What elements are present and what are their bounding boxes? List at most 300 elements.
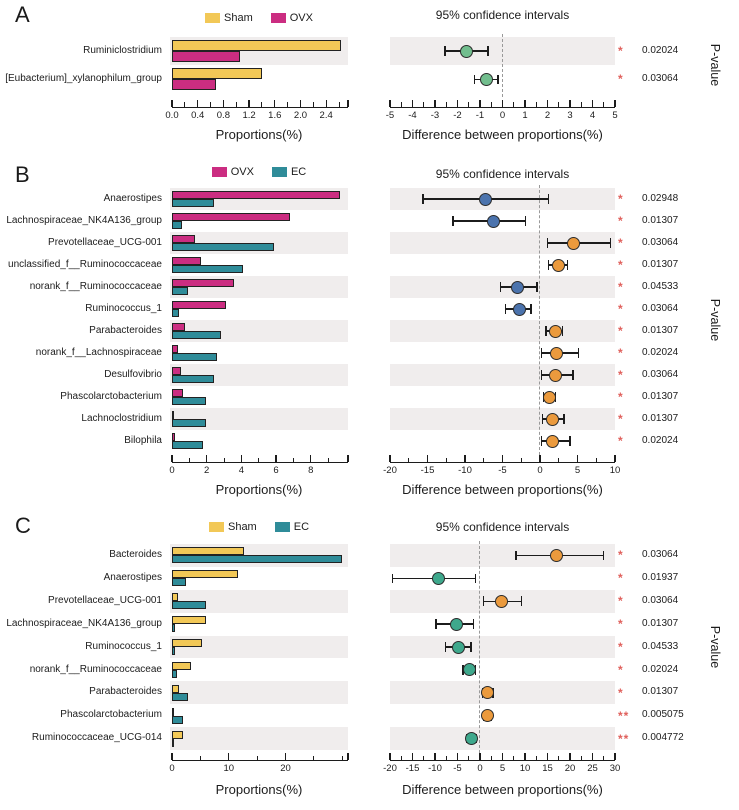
- row-stripe: [390, 408, 615, 430]
- significance-marker: *: [618, 662, 624, 677]
- panel-a: [0, 0, 739, 160]
- error-bar-cap: [547, 238, 548, 248]
- error-bar-cap: [610, 238, 611, 248]
- ci-title: 95% confidence intervals: [435, 167, 570, 181]
- axis-minor-tick: [483, 458, 484, 462]
- bar-sham: [172, 662, 191, 670]
- axis-minor-tick: [468, 102, 469, 106]
- axis-tick: [457, 753, 458, 760]
- row-stripe: [390, 636, 615, 659]
- p-value: 0.01307: [642, 413, 679, 424]
- legend-label-group2: EC: [290, 166, 307, 178]
- axis-baseline: [390, 107, 615, 108]
- diff-axis-label: Difference between proportions(%): [402, 782, 603, 797]
- significance-marker: *: [618, 617, 624, 632]
- error-bar-cap: [541, 436, 542, 446]
- legend-label-group1: Sham: [224, 12, 253, 24]
- axis-tick: [434, 753, 435, 760]
- significance-marker: *: [618, 192, 624, 206]
- p-value: 0.02024: [642, 45, 679, 56]
- axis-minor-tick: [258, 458, 259, 462]
- panel-letter: C: [15, 513, 31, 538]
- axis-tick: [326, 100, 327, 107]
- bar-sham: [172, 593, 178, 601]
- p-value: 0.04533: [642, 640, 679, 652]
- bar-ec: [172, 441, 203, 449]
- axis-tick: [592, 100, 593, 107]
- axis-minor-tick: [596, 458, 597, 462]
- p-value: 0.01307: [642, 259, 679, 270]
- axis-minor-tick: [408, 458, 409, 462]
- significance-marker: *: [618, 236, 624, 250]
- axis-tick: [427, 455, 428, 462]
- axis-minor-tick: [603, 102, 604, 106]
- axis-tick-label: 10: [223, 763, 235, 775]
- axis-tick-label: 4: [589, 109, 596, 121]
- axis-minor-tick: [423, 756, 424, 760]
- axis-minor-tick: [313, 102, 314, 106]
- axis-tick: [389, 455, 390, 462]
- axis-minor-tick: [189, 458, 190, 462]
- axis-minor-tick: [536, 756, 537, 760]
- bar-sham: [172, 547, 244, 555]
- axis-minor-tick: [536, 102, 537, 106]
- error-bar-cap: [536, 282, 537, 292]
- taxa-labels: [0, 505, 166, 810]
- significance-marker: **: [618, 731, 630, 746]
- significance-marker: *: [618, 44, 624, 59]
- taxon-label: Parabacteroides: [89, 325, 162, 336]
- significance-marker: *: [618, 548, 624, 563]
- ci-dot: [567, 237, 580, 250]
- error-bar-cap: [505, 304, 506, 314]
- axis-tick: [197, 100, 198, 107]
- p-value: 0.03064: [642, 369, 679, 380]
- axis-tick: [248, 100, 249, 107]
- taxon-label: Phascolarctobacterium: [60, 709, 162, 721]
- ci-dot: [452, 641, 465, 654]
- axis-tick: [206, 455, 207, 462]
- axis-tick: [614, 753, 615, 760]
- error-bar-cap: [545, 326, 546, 336]
- ci-dot: [546, 435, 559, 448]
- ci-dot: [549, 325, 562, 338]
- axis-tick: [479, 753, 480, 760]
- error-bar-cap: [435, 619, 436, 629]
- axis-tick-label: 2: [544, 109, 551, 121]
- bar-sham: [172, 570, 238, 578]
- axis-tick: [502, 753, 503, 760]
- axis-tick-label: 2.0: [293, 109, 308, 121]
- axis-minor-tick: [293, 458, 294, 462]
- taxon-label: Phascolarctobacterium: [60, 391, 162, 402]
- bar-ec: [172, 309, 179, 317]
- panel-letter: A: [15, 2, 30, 27]
- ci-dot: [480, 73, 493, 86]
- bar-ovx: [172, 235, 195, 243]
- taxon-label: unclassified_f__Ruminococcaceae: [8, 259, 162, 270]
- axis-tick: [464, 455, 465, 462]
- axis-tick-label: 0.8: [216, 109, 230, 121]
- error-bar-cap: [474, 75, 475, 85]
- error-bar-cap: [487, 46, 488, 56]
- taxa-labels: [0, 0, 166, 160]
- bar-ec: [172, 331, 221, 339]
- taxon-label: Lachnospiraceae_NK4A136_group: [6, 215, 162, 226]
- axis-baseline: [172, 462, 348, 463]
- axis-tick-label: 2: [204, 465, 210, 476]
- pvalue-axis-label: P-value: [708, 298, 722, 342]
- significance-marker: *: [618, 390, 624, 404]
- error-bar-cap: [548, 260, 549, 270]
- p-value: 0.03064: [642, 594, 679, 606]
- error-bar-cap: [521, 596, 522, 606]
- significance-marker: *: [618, 72, 624, 87]
- axis-tick-label: 1: [522, 109, 528, 121]
- legend-label-group2: OVX: [289, 12, 313, 24]
- axis-minor-tick: [261, 102, 262, 106]
- axis-tick-label: -15: [405, 763, 420, 775]
- axis-minor-tick: [446, 458, 447, 462]
- bar-ovx: [172, 411, 174, 419]
- axis-tick: [569, 753, 570, 760]
- axis-minor-tick: [558, 458, 559, 462]
- taxon-label: Lachnoclostridium: [81, 413, 162, 424]
- axis-minor-tick: [603, 756, 604, 760]
- axis-tick: [412, 100, 413, 107]
- row-stripe: [390, 727, 615, 750]
- axis-tick: [285, 753, 286, 760]
- bar-ec: [172, 353, 217, 361]
- axis-tick-label: 4: [238, 465, 244, 476]
- axis-tick-label: -5: [385, 109, 395, 121]
- axis-baseline: [172, 760, 348, 761]
- taxon-label: Ruminococcus_1: [85, 640, 162, 652]
- bar-ec: [172, 243, 274, 251]
- axis-tick-label: 0.0: [165, 109, 179, 121]
- axis-tick-label: 0: [169, 465, 175, 476]
- proportions-axis-label: Proportions(%): [215, 782, 303, 797]
- axis-baseline: [390, 462, 615, 463]
- axis-tick-label: -20: [383, 465, 397, 476]
- ci-dot: [511, 281, 524, 294]
- axis-tick: [539, 455, 540, 462]
- axis-tick-label: 0: [169, 763, 175, 775]
- axis-tick: [310, 455, 311, 462]
- error-bar-cap: [567, 260, 568, 270]
- ci-dot: [495, 595, 508, 608]
- axis-minor-tick: [521, 458, 522, 462]
- legend-label-group2: EC: [293, 521, 310, 533]
- axis-end-tick: [347, 455, 348, 462]
- proportions-plot: [170, 160, 348, 505]
- error-bar-cap: [563, 414, 564, 424]
- error-bar-cap: [530, 304, 531, 314]
- bar-ec: [172, 555, 342, 563]
- pvalue-axis-label: P-value: [708, 625, 722, 669]
- axis-tick: [524, 100, 525, 107]
- axis-tick: [274, 100, 275, 107]
- axis-tick: [171, 100, 172, 107]
- taxa-labels: [0, 160, 166, 505]
- axis-tick-label: 20: [280, 763, 291, 775]
- bar-ec: [172, 693, 188, 701]
- p-value: 0.01307: [642, 391, 679, 402]
- axis-minor-tick: [257, 756, 258, 760]
- taxon-label: Ruminiclostridium: [83, 45, 162, 56]
- error-bar-cap: [572, 370, 573, 380]
- p-value: 0.01307: [642, 325, 679, 336]
- taxon-label: norank_f__Ruminococcaceae: [29, 663, 162, 675]
- axis-tick-label: 10: [519, 763, 531, 775]
- bar-ovx: [172, 257, 201, 265]
- legend-label-group1: Sham: [227, 521, 257, 533]
- bar-ovx: [172, 389, 183, 397]
- error-bar-cap: [569, 436, 570, 446]
- error-bar-cap: [515, 551, 516, 561]
- axis-tick: [577, 455, 578, 462]
- axis-minor-tick: [401, 102, 402, 106]
- proportions-axis-label: Proportions(%): [215, 482, 303, 497]
- proportions-plot: [170, 505, 348, 810]
- panel-letter: B: [15, 162, 30, 187]
- axis-tick: [569, 100, 570, 107]
- p-value: 0.02024: [642, 435, 679, 446]
- bar-sham: [172, 708, 174, 716]
- ci-dot: [487, 215, 500, 228]
- bar-ec: [172, 221, 182, 229]
- axis-tick-label: 3: [567, 109, 573, 121]
- significance-marker: *: [618, 571, 624, 586]
- axis-tick: [524, 753, 525, 760]
- row-stripe: [390, 364, 615, 386]
- axis-minor-tick: [184, 102, 185, 106]
- row-stripe: [390, 320, 615, 342]
- bar-ec: [172, 601, 206, 609]
- error-bar-cap: [445, 642, 446, 652]
- row-stripe: [170, 681, 348, 704]
- error-bar-cap: [603, 551, 604, 561]
- ci-dot: [513, 303, 526, 316]
- bar-ec: [172, 397, 206, 405]
- significance-marker: *: [618, 346, 624, 360]
- bar-ovx: [172, 79, 216, 90]
- bar-ovx: [172, 367, 181, 375]
- error-bar-cap: [548, 194, 549, 204]
- axis-minor-tick: [339, 102, 340, 106]
- axis-tick: [614, 455, 615, 462]
- axis-tick: [389, 753, 390, 760]
- axis-tick-label: -10: [458, 465, 472, 476]
- taxon-label: norank_f__Lachnospiraceae: [35, 347, 162, 358]
- ci-dot: [481, 709, 494, 722]
- axis-minor-tick: [446, 756, 447, 760]
- significance-marker: *: [618, 368, 624, 382]
- taxon-label: norank_f__Ruminococcaceae: [29, 281, 162, 292]
- axis-tick-label: 0: [477, 763, 483, 775]
- axis-tick-label: 5: [499, 763, 506, 775]
- axis-tick-label: 15: [542, 763, 553, 775]
- axis-tick: [223, 100, 224, 107]
- axis-tick-label: -20: [383, 763, 397, 775]
- error-bar-cap: [473, 619, 474, 629]
- bar-ec: [172, 716, 183, 724]
- axis-tick-label: -3: [430, 109, 440, 121]
- axis-tick: [241, 455, 242, 462]
- axis-tick-label: 5: [574, 465, 581, 476]
- axis-minor-tick: [342, 756, 343, 760]
- bar-ec: [172, 647, 175, 655]
- significance-marker: *: [618, 412, 624, 426]
- axis-minor-tick: [401, 756, 402, 760]
- significance-marker: *: [618, 302, 624, 316]
- axis-end-tick: [347, 753, 348, 760]
- bar-ec: [172, 287, 188, 295]
- axis-tick-label: 0: [537, 465, 543, 476]
- taxon-label: Lachnospiraceae_NK4A136_group: [6, 617, 162, 629]
- bar-ec: [172, 670, 177, 678]
- taxon-label: [Eubacterium]_xylanophilum_group: [5, 73, 162, 85]
- axis-tick-label: -1: [475, 109, 485, 121]
- bar-sham: [172, 685, 179, 693]
- ci-dot: [550, 549, 563, 562]
- error-bar-cap: [578, 348, 579, 358]
- axis-minor-tick: [558, 102, 559, 106]
- ci-dot: [463, 663, 476, 676]
- bar-sham: [172, 639, 202, 647]
- ci-dot: [450, 618, 463, 631]
- axis-tick-label: 20: [564, 763, 576, 775]
- axis-minor-tick: [581, 102, 582, 106]
- axis-tick: [614, 100, 615, 107]
- p-value: 0.04533: [642, 281, 679, 292]
- axis-tick: [592, 753, 593, 760]
- significance-marker: *: [618, 594, 624, 609]
- axis-baseline: [390, 760, 615, 761]
- ci-dot: [550, 347, 563, 360]
- axis-minor-tick: [491, 102, 492, 106]
- axis-tick-label: -2: [453, 109, 462, 121]
- p-value: 0.004772: [642, 732, 684, 744]
- axis-tick-label: -4: [408, 109, 417, 121]
- significance-marker: *: [618, 258, 624, 272]
- ci-dot: [543, 391, 556, 404]
- axis-minor-tick: [581, 756, 582, 760]
- error-bar-cap: [541, 370, 542, 380]
- error-bar-cap: [392, 574, 393, 584]
- proportions-axis-label: Proportions(%): [215, 127, 303, 142]
- taxon-label: Prevotellaceae_UCG-001: [48, 594, 162, 606]
- ci-dot: [549, 369, 562, 382]
- axis-tick-label: 0: [499, 109, 506, 121]
- bar-ec: [172, 578, 186, 586]
- p-value: 0.01307: [642, 215, 679, 226]
- axis-tick-label: 25: [587, 763, 598, 775]
- ci-dot: [479, 193, 492, 206]
- error-bar-cap: [422, 194, 423, 204]
- axis-tick: [389, 100, 390, 107]
- ci-plot: [390, 160, 615, 505]
- pvalue-axis-label: P-value: [708, 44, 722, 87]
- axis-tick: [457, 100, 458, 107]
- taxon-label: Ruminococcaceae_UCG-014: [31, 732, 162, 744]
- panel-b: [0, 160, 739, 505]
- axis-tick: [547, 753, 548, 760]
- error-bar-cap: [452, 216, 453, 226]
- axis-tick: [502, 100, 503, 107]
- ci-title: 95% confidence intervals: [435, 520, 570, 534]
- p-value: 0.01307: [642, 686, 679, 698]
- p-value: 0.01937: [642, 571, 679, 583]
- bar-ec: [172, 375, 214, 383]
- bar-ovx: [172, 279, 234, 287]
- p-value: 0.03064: [642, 303, 679, 314]
- row-stripe: [170, 727, 348, 750]
- significance-marker: *: [618, 640, 624, 655]
- taxon-label: Bacteroides: [109, 549, 162, 560]
- axis-minor-tick: [513, 102, 514, 106]
- bar-sham: [172, 731, 183, 739]
- axis-tick-label: 8: [308, 465, 314, 476]
- axis-tick-label: 6: [273, 465, 279, 476]
- ci-title: 95% confidence intervals: [435, 8, 570, 22]
- axis-tick-label: -5: [453, 763, 462, 775]
- axis-minor-tick: [491, 756, 492, 760]
- taxon-label: Desulfovibrio: [104, 369, 162, 380]
- axis-tick-label: -10: [428, 763, 442, 775]
- taxon-label: Bilophila: [124, 435, 162, 446]
- significance-marker: *: [618, 685, 624, 700]
- axis-tick-label: 30: [609, 763, 621, 775]
- bar-ovx: [172, 301, 226, 309]
- axis-tick-label: 1.2: [242, 109, 256, 121]
- diff-axis-label: Difference between proportions(%): [402, 482, 603, 497]
- taxon-label: Prevotellaceae_UCG-001: [48, 237, 162, 248]
- axis-tick-label: 0.4: [191, 109, 205, 121]
- axis-minor-tick: [200, 756, 201, 760]
- taxon-label: Ruminococcus_1: [85, 303, 162, 314]
- taxon-label: Anaerostipes: [103, 571, 162, 583]
- axis-minor-tick: [468, 756, 469, 760]
- taxon-label: Anaerostipes: [103, 193, 162, 204]
- axis-minor-tick: [210, 102, 211, 106]
- error-bar-cap: [525, 216, 526, 226]
- axis-tick: [275, 455, 276, 462]
- panel-c: [0, 505, 739, 810]
- p-value: 0.03064: [642, 237, 679, 248]
- ci-dot: [546, 413, 559, 426]
- bar-ec: [172, 265, 243, 273]
- significance-marker: **: [618, 708, 630, 723]
- p-value: 0.03064: [642, 73, 679, 85]
- zero-line: [502, 34, 503, 97]
- axis-minor-tick: [423, 102, 424, 106]
- bar-ec: [172, 199, 214, 207]
- bar-sham: [172, 40, 341, 51]
- taxon-label: Parabacteroides: [89, 686, 162, 698]
- bar-ovx: [172, 213, 290, 221]
- error-bar-cap: [470, 642, 471, 652]
- axis-tick: [228, 753, 229, 760]
- significance-marker: *: [618, 324, 624, 338]
- axis-tick: [547, 100, 548, 107]
- bar-sham: [172, 616, 206, 624]
- significance-marker: *: [618, 280, 624, 294]
- ci-dot: [552, 259, 565, 272]
- error-bar-cap: [562, 326, 563, 336]
- bar-ec: [172, 624, 175, 632]
- axis-tick: [479, 100, 480, 107]
